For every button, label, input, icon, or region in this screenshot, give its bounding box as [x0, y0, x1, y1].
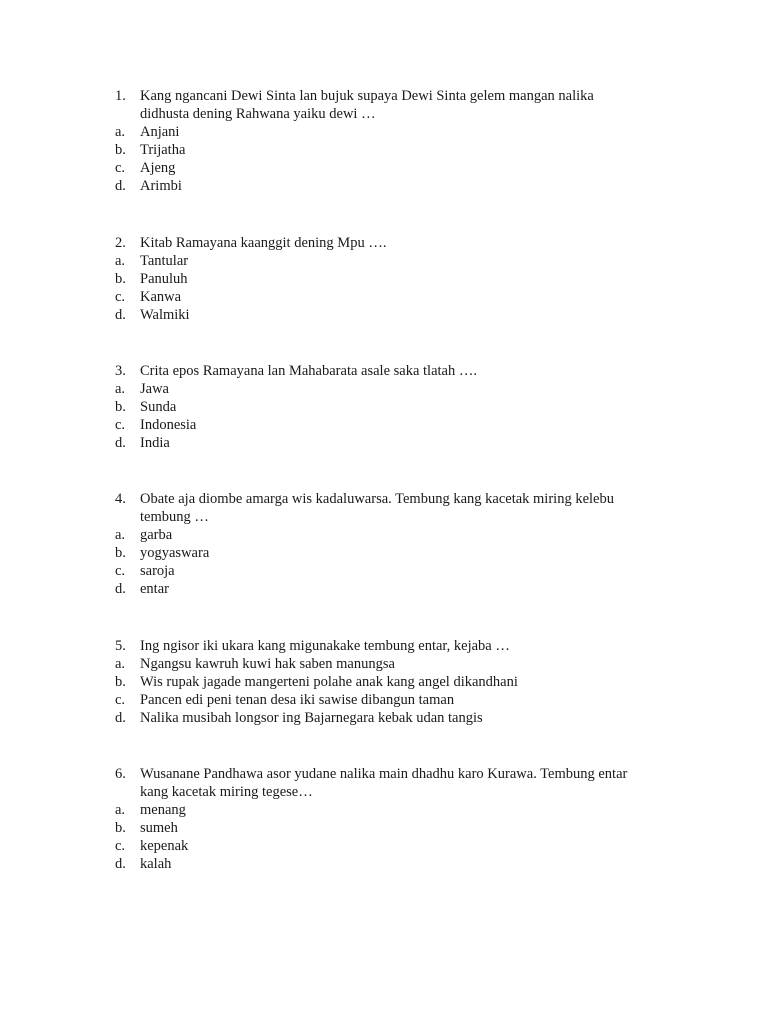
question-text	[140, 637, 675, 655]
question-6	[115, 765, 675, 873]
option-text: Jawa	[140, 381, 169, 397]
option-letter: c.	[115, 417, 126, 433]
question-1	[115, 87, 675, 195]
option-text: kepenak	[140, 838, 189, 854]
question-stem	[115, 637, 675, 655]
option-a	[115, 655, 675, 673]
option-letter: d.	[115, 710, 126, 726]
option-d	[115, 434, 675, 452]
option-letter: c.	[115, 563, 126, 579]
option-letter: a.	[115, 656, 126, 672]
question-text	[140, 765, 675, 801]
question-stem	[115, 87, 675, 123]
option-a	[115, 380, 675, 398]
question-text-line: Kang ngancani Dewi Sinta lan bujuk supaya Dewi Sinta gelem mangan nalika	[140, 88, 594, 104]
option-c	[115, 691, 675, 709]
option-text: Walmiki	[140, 307, 190, 323]
option-letter: a.	[115, 381, 126, 397]
question-text-line: Ing ngisor iki ukara kang migunakake tembung entar, kejaba …	[140, 638, 510, 654]
question-stem	[115, 362, 675, 380]
question-stem	[115, 765, 675, 801]
option-b	[115, 673, 675, 691]
question-number: 5.	[115, 638, 126, 654]
question-text	[140, 362, 675, 380]
question-number: 4.	[115, 491, 126, 507]
question-3	[115, 362, 675, 452]
option-letter: b.	[115, 820, 126, 836]
question-text-line: Crita epos Ramayana lan Mahabarata asale saka tlatah ….	[140, 363, 477, 379]
option-text: Anjani	[140, 124, 180, 140]
question-text-line: kang kacetak miring tegese…	[140, 784, 313, 800]
option-letter: d.	[115, 435, 126, 451]
option-a	[115, 123, 675, 141]
option-letter: a.	[115, 802, 126, 818]
option-text: Wis rupak jagade mangerteni polahe anak kang angel dikandhani	[140, 674, 518, 690]
question-4	[115, 490, 675, 598]
option-text: Arimbi	[140, 178, 182, 194]
question-text-line: Wusanane Pandhawa asor yudane nalika main dhadhu karo Kurawa. Tembung entar	[140, 766, 628, 782]
option-letter: c.	[115, 692, 126, 708]
option-text: Trijatha	[140, 142, 186, 158]
option-b	[115, 398, 675, 416]
option-a	[115, 252, 675, 270]
question-text-line: Kitab Ramayana kaanggit dening Mpu ….	[140, 235, 387, 251]
option-text: saroja	[140, 563, 175, 579]
question-text-line: didhusta dening Rahwana yaiku dewi …	[140, 106, 376, 122]
option-text: Nalika musibah longsor ing Bajarnegara kebak udan tangis	[140, 710, 483, 726]
question-number: 3.	[115, 363, 126, 379]
option-d	[115, 855, 675, 873]
option-d	[115, 709, 675, 727]
option-d	[115, 177, 675, 195]
option-text: menang	[140, 802, 186, 818]
question-number: 2.	[115, 235, 126, 251]
question-text	[140, 234, 675, 252]
option-letter: d.	[115, 581, 126, 597]
option-b	[115, 544, 675, 562]
question-number: 1.	[115, 88, 126, 104]
option-text: Kanwa	[140, 289, 182, 305]
option-c	[115, 562, 675, 580]
option-letter: b.	[115, 545, 126, 561]
option-text: Sunda	[140, 399, 177, 415]
question-stem	[115, 490, 675, 526]
option-c	[115, 837, 675, 855]
question-text	[140, 490, 675, 526]
option-text: Indonesia	[140, 417, 197, 433]
option-text: Pancen edi peni tenan desa iki sawise dibangun taman	[140, 692, 455, 708]
option-a	[115, 526, 675, 544]
option-c	[115, 159, 675, 177]
option-letter: a.	[115, 253, 126, 269]
option-text: Ajeng	[140, 160, 176, 176]
option-letter: b.	[115, 674, 126, 690]
option-letter: c.	[115, 289, 126, 305]
option-text: India	[140, 435, 170, 451]
option-letter: b.	[115, 399, 126, 415]
option-letter: a.	[115, 124, 126, 140]
question-text-line: tembung …	[140, 509, 209, 525]
option-letter: d.	[115, 307, 126, 323]
option-letter: a.	[115, 527, 126, 543]
option-letter: c.	[115, 160, 126, 176]
option-d	[115, 580, 675, 598]
option-text: Panuluh	[140, 271, 188, 287]
option-text: Ngangsu kawruh kuwi hak saben manungsa	[140, 656, 395, 672]
option-c	[115, 288, 675, 306]
option-letter: b.	[115, 271, 126, 287]
question-text-line: Obate aja diombe amarga wis kadaluwarsa. Tembung kang kacetak miring kelebu	[140, 491, 614, 507]
option-text: Tantular	[140, 253, 189, 269]
question-5	[115, 637, 675, 727]
option-text: kalah	[140, 856, 172, 872]
option-a	[115, 801, 675, 819]
question-2	[115, 234, 675, 324]
option-letter: d.	[115, 856, 126, 872]
option-text: yogyaswara	[140, 545, 210, 561]
option-letter: c.	[115, 838, 126, 854]
option-text: garba	[140, 527, 173, 543]
question-number: 6.	[115, 766, 126, 782]
option-c	[115, 416, 675, 434]
option-letter: d.	[115, 178, 126, 194]
option-text: sumeh	[140, 820, 178, 836]
question-stem	[115, 234, 675, 252]
option-letter: b.	[115, 142, 126, 158]
option-d	[115, 306, 675, 324]
option-text: entar	[140, 581, 169, 597]
question-text	[140, 87, 675, 123]
option-b	[115, 819, 675, 837]
option-b	[115, 270, 675, 288]
option-b	[115, 141, 675, 159]
